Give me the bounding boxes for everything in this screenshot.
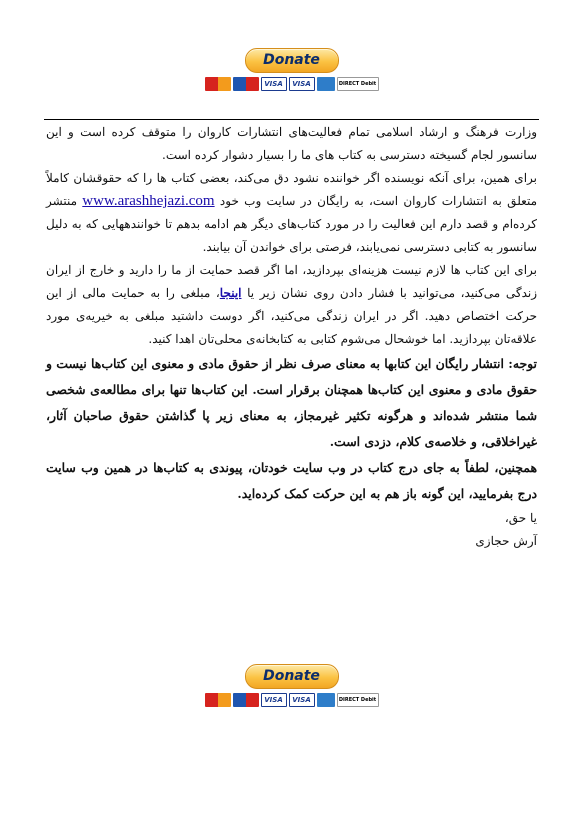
paragraph-free-books-end: منتشر کرده‌ام و قصد دارم این فعالیت را در مورد کتاب‌های دیگر هم ادامه بدهم تا خوانندههایی که به دلیل سانسور به کتابی دسترسی نمی‌یابند، فرصتی برای خواندن آن بیابند. [46, 194, 537, 254]
payment-cards-top [0, 77, 583, 93]
visa-logo-icon: VISA [261, 77, 287, 91]
paragraph-free-books [46, 167, 537, 259]
paragraph-link-request: همچنین، لطفاً به جای درج کتاب در وب سایت خودتان، پیوندی به کتاب‌ها در همین وب سایت درج بفرمایید، این گونه باز هم به این حرکت کمک کرده‌اید. [46, 460, 537, 501]
website-link[interactable]: www.arashhejazi.com [82, 193, 215, 209]
donate-button-bottom[interactable]: Donate [245, 664, 339, 689]
paragraph-censorship: وزارت فرهنگ و ارشاد اسلامی تمام فعالیت‌های انتشارات کاروان را متوقف کرده است و این سانسور لجام گسیخته دسترسی به کتاب های ما را بسیار دشوار کرده است. [46, 125, 537, 162]
paragraph-support-end: ، مبلغی را به حمایت مالی از این حرکت اختصاص دهید. اگر در ایران زندگی می‌کنید، اگر دوست داشتید مبلغی به خیریه‌ی مورد علاقه‌تان بپردازید. اما خوشحال می‌شوم کتابی به کتابخانه‌ی محلی‌تان اهدا کنید. [46, 286, 537, 346]
body-text [46, 121, 537, 553]
visa-electron-logo-icon: VISA [289, 693, 315, 707]
paragraph-support [46, 259, 537, 351]
amex-logo-icon [317, 693, 335, 707]
direct-debit-logo-icon: DIRECT Debit [337, 77, 379, 91]
donate-here-link[interactable]: اینجا [219, 286, 242, 300]
paragraph-support-start: برای این کتاب ها لازم نیست هزینه‌ای بپردازید، اما اگر قصد حمایت از ما را دارید و خارج از ایران زندگی می‌کنید، می‌توانید با فشار دادن روی نشان زیر یا [46, 263, 537, 300]
paragraph-copyright-notice: توجه: انتشار رایگان این کتابها به معنای صرف نظر از حقوق مادی و معنوی این کتاب‌ها نیست و حقوق مادی و معنوی این کتاب‌ها همچنان برقرار است. این کتاب‌ها تنها برای مطالعه‌ی شخصی شما منتشر شده‌اند و هرگونه تکثیر غیرمجاز، به معنای زیر پا گذاشتن حقوق صاحبان آثار، غیراخلاقی، و خلاصه‌ی کلام، دزدی است. [46, 356, 537, 449]
maestro-logo-icon [233, 77, 259, 91]
mastercard-logo-icon [205, 693, 231, 707]
divider-line [44, 119, 539, 120]
paragraph-free-books-start: برای همین، برای آنکه نویسنده اگر خواننده نشود دق می‌کند، بعضی کتاب ها را که حقوقشان کاملاً متعلق به انتشارات کاروان است، به رایگان در سایت وب خود [46, 171, 537, 208]
signature-name: آرش حجازی [475, 534, 537, 548]
payment-cards-bottom [0, 693, 583, 709]
mastercard-logo-icon [205, 77, 231, 91]
signature-greeting: یا حق، [504, 511, 537, 525]
maestro-logo-icon [233, 693, 259, 707]
direct-debit-logo-icon: DIRECT Debit [337, 693, 379, 707]
visa-logo-icon: VISA [261, 693, 287, 707]
amex-logo-icon [317, 77, 335, 91]
donate-block-top [0, 48, 583, 93]
donate-block-bottom [0, 664, 583, 709]
visa-electron-logo-icon: VISA [289, 77, 315, 91]
donate-button-top[interactable]: Donate [245, 48, 339, 73]
